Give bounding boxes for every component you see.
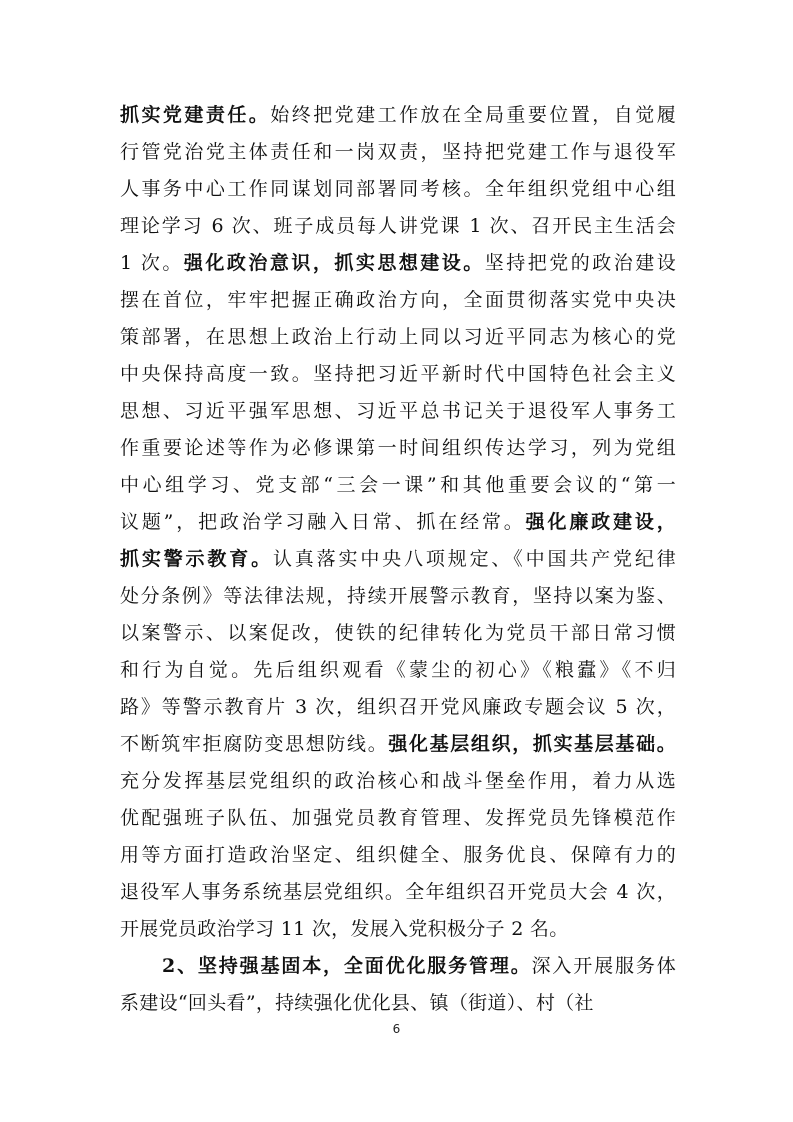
text-line [120,393,676,430]
bold-heading-text: 抓实党建责任。 [120,104,271,126]
page-number: 6 [392,1022,401,1036]
text-span: 1 次。 [120,252,184,274]
text-span: 人事务中心工作同谋划同部署同考核。全年组织党组中心组 [120,178,676,200]
text-line [120,726,676,763]
text-line [120,467,676,504]
text-span: 充分发挥基层党组织的政治核心和战斗堡垒作用，着力从选 [120,770,676,792]
text-line [120,578,676,615]
text-span: 深入开展服务体 [531,955,676,977]
text-span: 始终把党建工作放在全局重要位置，自觉履 [270,104,676,126]
text-span: 摆在首位，牢牢把握正确政治方向，全面贯彻落实党中央决 [120,289,676,311]
text-line [120,800,676,837]
text-span: 和行为自觉。先后组织观看《蒙尘的初心》《粮蠹》《不归 [120,659,676,681]
text-span: 以案警示、以案促改，使铁的纪律转化为党员干部日常习惯 [120,622,676,644]
bold-heading-text: 2、坚持强基固本，全面优化服务管理。 [162,955,532,977]
text-span: 处分条例》等法律法规，持续开展警示教育，坚持以案为鉴、 [120,585,676,607]
text-span: 优配强班子队伍、加强党员教育管理、发挥党员先锋模范作 [120,807,676,829]
text-line [120,282,676,319]
text-span: 退役军人事务系统基层党组织。全年组织召开党员大会 4 次， [120,881,676,903]
text-span: 策部署，在思想上政治上行动上同以习近平同志为核心的党 [120,326,676,348]
text-line [120,837,676,874]
text-span: 用等方面打造政治坚定、组织健全、服务优良、保障有力的 [120,844,676,866]
text-line [120,874,676,911]
bold-heading-text: 抓实警示教育。 [120,548,273,570]
text-span: 行管党治党主体责任和一岗双责，坚持把党建工作与退役军 [120,141,676,163]
text-line [120,689,676,726]
text-line [120,911,676,948]
bold-heading-text: 强化廉政建设， [525,511,676,533]
text-span: 不断筑牢拒腐防变思想防线。 [120,733,389,755]
text-line [120,985,676,1022]
text-line [120,504,676,541]
text-line [120,134,676,171]
text-line [120,319,676,356]
text-line [120,541,676,578]
bold-heading-text: 强化基层组织，抓实基层基础。 [388,733,677,755]
text-span: 坚持把党的政治建设 [484,252,677,274]
text-span: 议题”，把政治学习融入日常、抓在经常。 [120,511,526,533]
text-span: 系建设“回头看”，持续强化优化县、镇（街道）、村（社 [120,992,594,1014]
text-line [120,97,676,134]
text-span: 中心组学习、党支部“三会一课”和其他重要会议的“第一 [120,474,676,496]
text-line [120,171,676,208]
text-span: 作重要论述等作为必修课第一时间组织传达学习，列为党组 [120,437,676,459]
body-text [120,97,676,1022]
text-span: 思想、习近平强军思想、习近平总书记关于退役军人事务工 [120,400,676,422]
bold-heading-text: 强化政治意识，抓实思想建设。 [183,252,485,274]
text-line [120,763,676,800]
text-line [120,430,676,467]
text-line [120,356,676,393]
text-line [120,245,676,282]
text-span: 认真落实中央八项规定、《中国共产党纪律 [272,548,676,570]
text-span: 开展党员政治学习 11 次，发展入党积极分子 2 名。 [120,918,569,940]
text-span: 理论学习 6 次、班子成员每人讲党课 1 次、召开民主生活会 [120,215,676,237]
text-line [120,948,676,985]
text-span: 中央保持高度一致。坚持把习近平新时代中国特色社会主义 [120,363,676,385]
text-line [120,615,676,652]
text-span: 路》等警示教育片 3 次，组织召开党风廉政专题会议 5 次， [120,696,676,718]
text-line [120,208,676,245]
text-line [120,652,676,689]
